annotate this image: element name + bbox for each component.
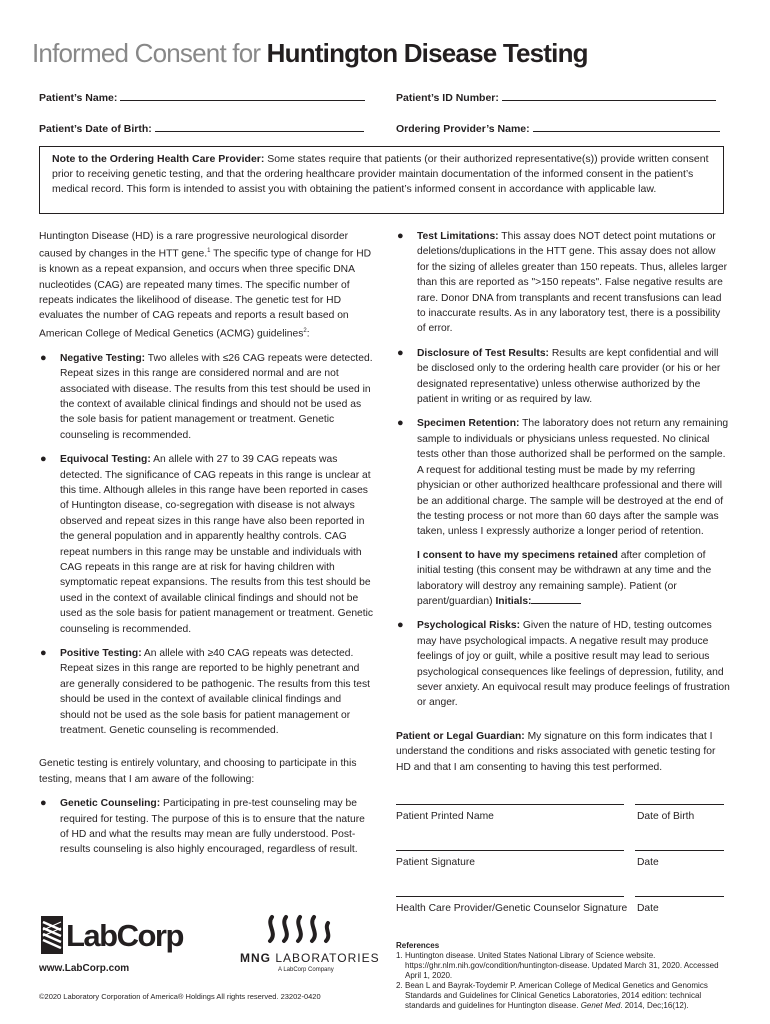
test-limitations-item xyxy=(396,229,730,337)
reference-number: 1. xyxy=(396,951,403,960)
reference-item xyxy=(396,981,731,1011)
provider-date-label: Date xyxy=(637,903,659,914)
provider-note-box xyxy=(39,146,724,214)
patient-id-line[interactable] xyxy=(502,91,716,101)
guardian-label: Patient or Legal Guardian: xyxy=(396,730,525,742)
bullet-icon: ● xyxy=(40,647,47,659)
retention-consent xyxy=(417,548,730,610)
reference-journal: Genet Med xyxy=(580,1001,621,1010)
voluntary-paragraph: Genetic testing is entirely voluntary, and choosing to participate in this testing, means that I am aware of the following: xyxy=(39,758,357,785)
patient-signature-label: Patient Signature xyxy=(396,857,475,868)
consent-text: after completion of initial testing (this consent may be withdrawn at any time and the laboratory will destroy any remaining sample). Patient (or parent/guardian) xyxy=(417,549,712,607)
intro-ref-2: 2 xyxy=(303,327,307,334)
guardian-paragraph xyxy=(396,729,730,775)
bullet-icon: ● xyxy=(397,230,404,242)
intro-text-b: The specific type of change for HD is known as a repeat expansion, and occurs when three specific DNA nucleotides (CAG) are repeated many times. The specific number of repeats indicates the likelihood of disease. The genetic test for HD evaluates the number of CAG repeats and reports a result based on American College of Medical Genetics (ACMG) guidelines xyxy=(39,248,372,340)
page-title xyxy=(32,36,588,70)
labcorp-logo xyxy=(39,912,189,962)
disclosure-text: Results are kept confidential and will be disclosed only to the ordering health care provider (or his or her designated representative) unless otherwise authorized by the patient in writing or as required by law. xyxy=(417,347,721,406)
reference-item xyxy=(396,951,731,981)
patient-date-label: Date xyxy=(637,857,659,868)
labcorp-url-link[interactable]: www.LabCorp.com xyxy=(39,963,130,974)
specimen-retention-item xyxy=(396,416,730,609)
equivocal-testing-item xyxy=(39,452,374,637)
ordering-provider-line[interactable] xyxy=(533,122,720,132)
bullet-icon: ● xyxy=(40,453,47,466)
genetic-counseling-item xyxy=(39,796,374,858)
disclosure-label: Disclosure of Test Results: xyxy=(417,347,549,359)
consent-label: I consent to have my specimens retained xyxy=(417,549,618,561)
positive-label: Positive Testing: xyxy=(60,648,142,659)
ordering-provider-field[interactable] xyxy=(396,122,720,135)
limitations-label: Test Limitations: xyxy=(417,231,499,242)
ordering-provider-label: Ordering Provider’s Name: xyxy=(396,123,530,135)
printed-name-label: Patient Printed Name xyxy=(396,811,494,822)
psychological-risks-item xyxy=(396,618,730,710)
provider-date-line[interactable] xyxy=(635,896,724,897)
bullet-icon: ● xyxy=(40,351,47,364)
positive-text: An allele with ≥40 CAG repeats was detected. Repeat sizes in this range are reported to be highly penetrant and are generally considered to be pathogenic. The results from this test should be used in the context of available clinical findings and should not be used as the sole basis for patient management or treatment. Genetic counseling is recommended. xyxy=(60,648,371,737)
intro-text-c: : xyxy=(306,328,310,340)
counseling-label: Genetic Counseling: xyxy=(60,798,161,810)
equivocal-label: Equivocal Testing: xyxy=(60,454,151,466)
intro-paragraph xyxy=(39,229,374,342)
mng-logo xyxy=(236,913,380,981)
references-heading: References xyxy=(396,941,440,950)
retention-label: Specimen Retention: xyxy=(417,418,520,430)
dob-sig-line[interactable] xyxy=(635,804,724,805)
initials-label: Initials: xyxy=(495,595,532,607)
mng-word-bold: MNG xyxy=(240,951,271,965)
patient-name-field[interactable] xyxy=(39,91,365,104)
printed-name-line[interactable] xyxy=(396,804,624,805)
dob-label: Patient’s Date of Birth: xyxy=(39,123,152,135)
patient-id-label: Patient’s ID Number: xyxy=(396,92,499,104)
reference-text: Huntington disease. United States National Library of Science website. https://ghr.nlm.nih.gov/condition/huntington-disease. Updated March 31, 2020. Accessed April 1, 2020. xyxy=(405,951,719,980)
guardian-text: My signature on this form indicates that I understand the conditions and risks associated with genetic testing for HD and that I am consenting to having this test performed. xyxy=(396,730,716,773)
limitations-text: This assay does NOT detect point mutations or deletions/duplications in the HTT gene. This assay does not allow for the sizing of alleles greater than 150 repeats. Thus, alleles larger than this are reported as ">150 repeats". False negative results are rare. Donor DNA from transplants and recent transfusions can lead to inaccurate results. As in any laboratory test, there is a possibility of error. xyxy=(417,231,728,335)
counseling-text: Participating in pre-test counseling may be required for testing. The purpose of this is to ensure that the nature of HD and what the results may mean are fully understood. Post-results counseling is also highly encouraged, regardless of result. xyxy=(60,798,365,856)
disclosure-item xyxy=(396,346,730,408)
initials-line[interactable] xyxy=(531,594,581,604)
bullet-icon: ● xyxy=(397,417,404,430)
title-bold: Huntington Disease Testing xyxy=(266,38,588,68)
bullet-icon: ● xyxy=(397,619,404,632)
labcorp-wordmark: LabCorp xyxy=(66,918,183,953)
patient-name-line[interactable] xyxy=(120,91,365,101)
references xyxy=(396,941,731,1011)
reference-number: 2. xyxy=(396,981,403,990)
negative-testing-item xyxy=(39,351,374,443)
patient-id-field[interactable] xyxy=(396,91,716,104)
dob-field[interactable] xyxy=(39,122,364,135)
dob-sig-label: Date of Birth xyxy=(637,811,695,822)
mng-mark-icon xyxy=(262,913,342,945)
provider-signature-line[interactable] xyxy=(396,896,624,897)
copyright-text: ©2020 Laboratory Corporation of America® Holdings All rights reserved. 23202-0420 xyxy=(39,992,321,1001)
patient-date-line[interactable] xyxy=(635,850,724,851)
retention-text: The laboratory does not return any remaining sample to individuals or physicians unless requested. No clinical tests other than those authorized shall be performed on the sample. A request for additional testing must be made by my referring physician or other authorized healthcare professional and there will be an additional charge. The sample will be destroyed at the end of the testing process or not more than 60 days after the sample was taken, unless I expressly authorize a longer period of retention. xyxy=(417,418,729,538)
provider-signature-label: Health Care Provider/Genetic Counselor Signature xyxy=(396,903,628,914)
dob-line[interactable] xyxy=(155,122,364,132)
bullet-icon: ● xyxy=(397,346,404,359)
psych-label: Psychological Risks: xyxy=(417,620,521,632)
intro-ref-1: 1 xyxy=(207,248,211,255)
labcorp-mark-icon xyxy=(41,916,63,954)
equivocal-text: An allele with 27 to 39 CAG repeats was detected. The significance of CAG repeats in this range is unclear at this time. Although alleles in this range have been reported in cases of Huntington disease, co-segregation with disease is not always observed and repeat sizes in this range have also been reported in the general population and in apparently healthy controls. CAG repeat numbers in this range may be unstable and individuals with CAG repeats in this range are at risk for having children with symptomatic repeat expansions. The results from this test should be used in the context of available clinical findings and should not be used as the sole basis for patient management or treatment. Genetic counseling is recommended. xyxy=(60,454,374,635)
patient-name-label: Patient’s Name: xyxy=(39,92,118,104)
reference-text: Bean L and Bayrak-Toydemir P. American College of Medical Genetics and Genomics Standards and Guidelines for Clinical Genetics Laboratories, 2014 edition: technical standards and guidelines for Huntington disease. xyxy=(405,981,708,1010)
note-text: Some states require that patients (or their authorized representative(s)) provide written consent prior to receiving genetic testing, and that the ordering healthcare provider maintain documentation of the informed consent in the patient’s medical record. This form is intended to assist you with obtaining the patient’s informed consent in accordance with applicable law. xyxy=(52,153,709,195)
psych-text: Given the nature of HD, testing outcomes may have psychological impacts. A negative result may produce feelings of joy or guilt, while a positive result may lead to serious psychological consequences like feelings of depression, futility, and sever anxiety. An equivocal result may produce feelings of frustration or anger. xyxy=(417,620,730,709)
mng-subtitle: A LabCorp Company xyxy=(278,967,334,973)
title-light: Informed Consent for xyxy=(32,38,267,68)
patient-signature-line[interactable] xyxy=(396,850,624,851)
mng-wordmark xyxy=(240,951,380,965)
bullet-icon: ● xyxy=(40,797,47,810)
negative-text: Two alleles with ≤26 CAG repeats were detected. Repeat sizes in this range are considered normal and are not associated with disease. The results from this test should be used in the context of available clinical findings and should not be used as the sole basis for patient management or treatment. Genetic counseling is recommended. xyxy=(60,352,373,441)
negative-label: Negative Testing: xyxy=(60,352,146,364)
left-column xyxy=(39,229,374,867)
positive-testing-item xyxy=(39,646,374,738)
note-label: Note to the Ordering Health Care Provider: xyxy=(52,153,265,165)
mng-word-rest: LABORATORIES xyxy=(271,951,380,965)
intro-text-a: Huntington Disease (HD) is a rare progressive neurological disorder caused by changes in the HTT gene. xyxy=(39,231,349,260)
right-column xyxy=(396,229,730,784)
reference-tail: . 2014, Dec;16(12). xyxy=(620,1001,689,1010)
